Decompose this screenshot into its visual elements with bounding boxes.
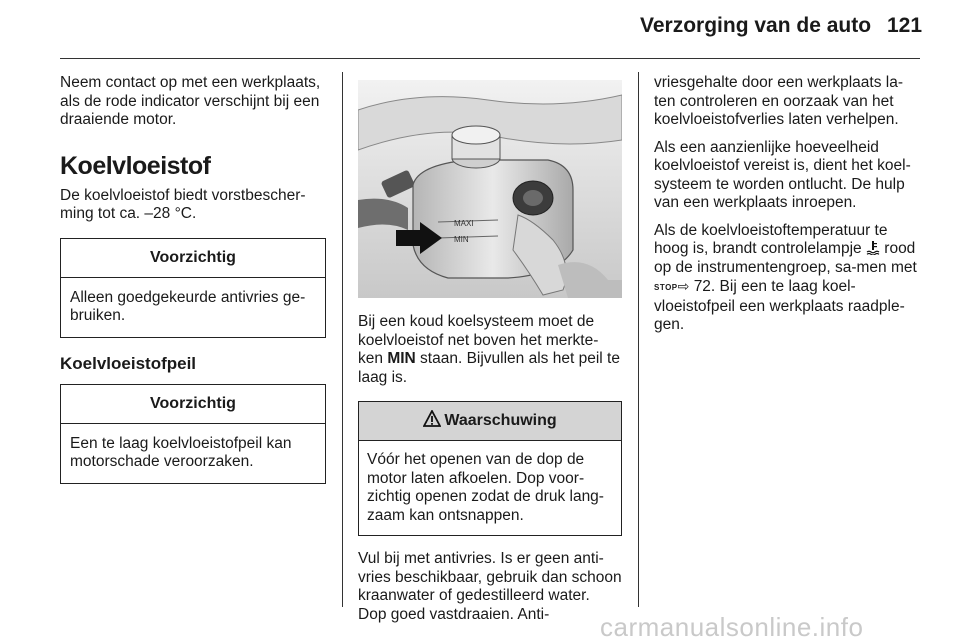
- intro-paragraph: Neem contact op met een werkplaats, als de rode indicator verschijnt bij een draaiende motor.: [60, 74, 321, 128]
- column-2: [358, 74, 622, 624]
- section-title: Koelvloeistof: [60, 151, 211, 180]
- page-reference-arrow-icon: ⇨: [677, 278, 690, 294]
- min-label: MIN: [387, 350, 416, 367]
- caution-box-title: Voorzichtig: [61, 239, 325, 278]
- maxi-mark-label: MAXI: [454, 219, 474, 228]
- antifreeze-content-paragraph: vriesgehalte door een werkplaats la-ten controleren en oorzaak van het koelvloeistofverlies laten verhelpen.: [654, 74, 903, 128]
- bleeding-paragraph: Als een aanzienlijke hoeveelheid koelvloeistof vereist is, dient het koel-systeem te worden ontlucht. De hulp van een werkplaats inroepen.: [654, 138, 911, 211]
- caution-box-1: [60, 238, 326, 338]
- coolant-reservoir-illustration: [358, 80, 622, 298]
- column-divider-1: [342, 72, 343, 607]
- warning-icon: [423, 410, 441, 427]
- column-1: [60, 74, 326, 484]
- antifreeze-paragraph: Vul bij met antivries. Is er geen anti-vries beschikbaar, gebruik dan schoon kraanwater of gedestilleerd water. Dop goed vastdraaien. Anti-: [358, 550, 622, 623]
- column-divider-2: [638, 72, 639, 607]
- caution-box-text: Alleen goedgekeurde antivries ge-bruiken.: [70, 288, 306, 324]
- coolant-temperature-icon: [866, 240, 880, 255]
- column-3: [654, 74, 922, 335]
- header-rule: [60, 58, 920, 59]
- page-number: 121: [887, 14, 923, 37]
- caution-box-text: Een te laag koelvloeistofpeil kan motorschade veroorzaken.: [70, 434, 292, 470]
- min-mark-label: MIN: [454, 235, 469, 244]
- caution-box-title: Voorzichtig: [61, 385, 325, 424]
- watermark: carmanualsonline.info: [600, 612, 864, 642]
- header-title: Verzorging van de auto: [640, 14, 872, 37]
- warning-box: [358, 401, 622, 536]
- caution-box-2: [60, 384, 326, 484]
- warning-box-text: Vóór het openen van de dop de motor laten afkoelen. Dop voor-zichtig openen zodat de druk lang-zaam kan ontsnappen.: [367, 451, 604, 524]
- section-paragraph: De koelvloeistof biedt vorstbescher-ming tot ca. –28 °C.: [60, 186, 306, 222]
- temperature-warning-paragraph: Als de koelvloeistoftemperatuur te hoog is, brandt controlelampje rood op de instrumentengroep, sa-men met STOP⇨ 72. Bij een te laag koel-vloeistofpeil een werkplaats raadple-gen.: [654, 221, 917, 333]
- stop-symbol: STOP: [654, 283, 678, 292]
- min-level-paragraph: Bij een koud koelsysteem moet de koelvloeistof net boven het merkte-ken MIN staan. Bijvullen als het peil te laag is.: [358, 313, 620, 386]
- warning-box-title: Waarschuwing: [359, 402, 621, 441]
- subsection-title: Koelvloeistofpeil: [60, 353, 197, 373]
